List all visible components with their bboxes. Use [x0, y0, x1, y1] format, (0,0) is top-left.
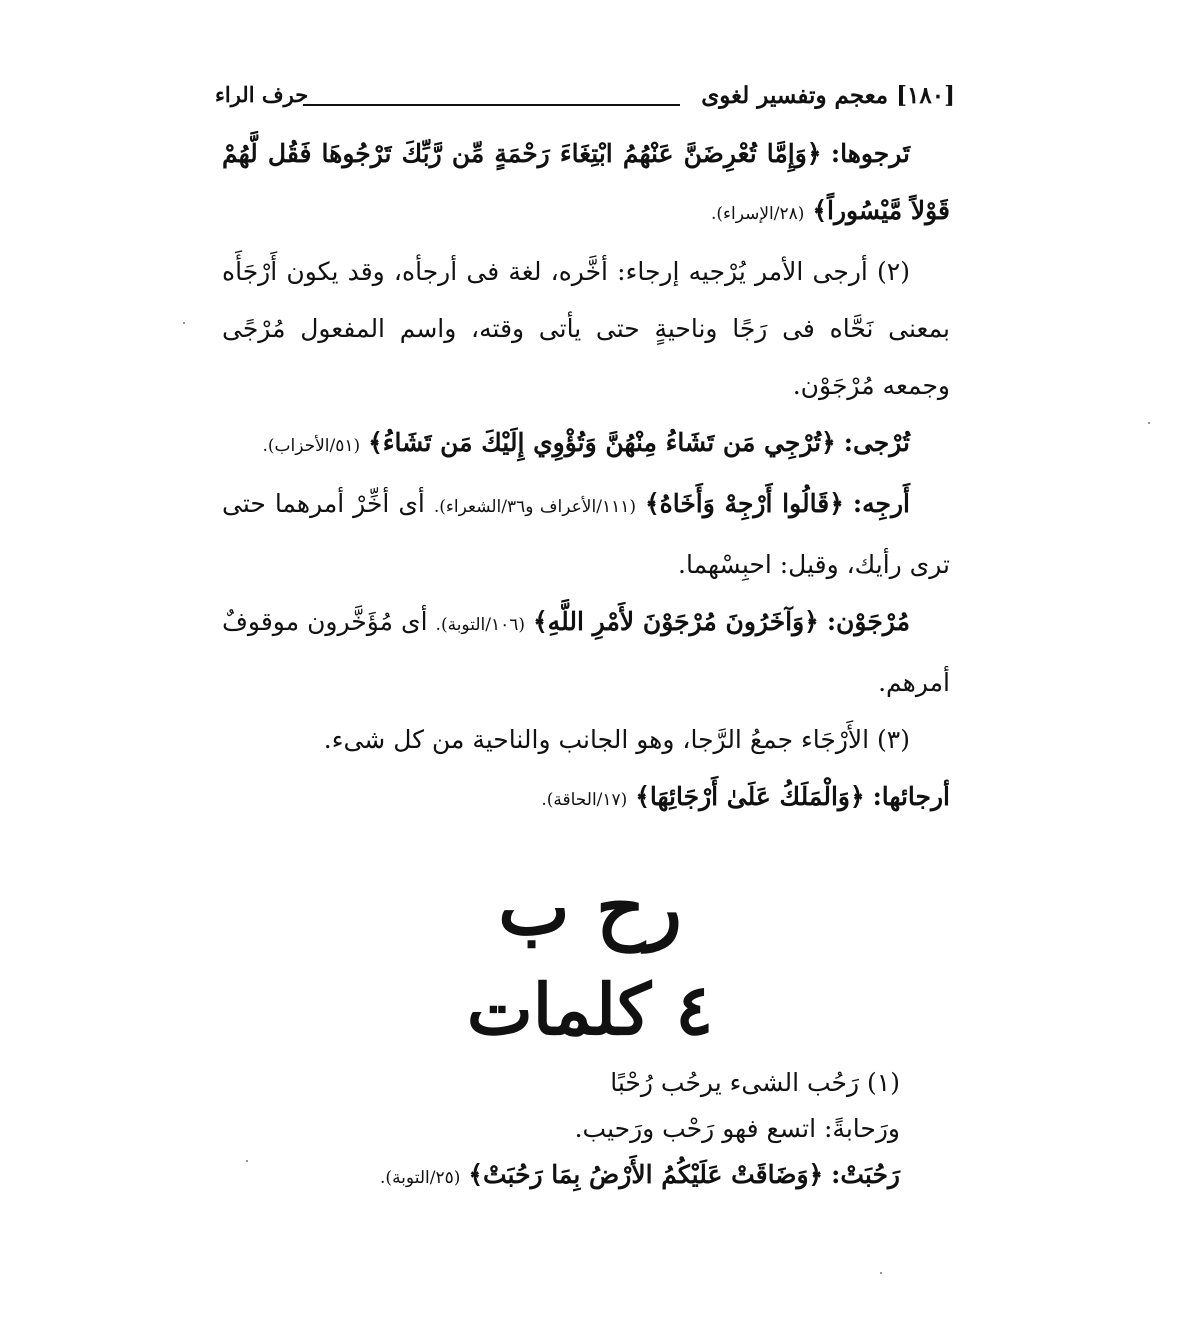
entry-term: تَرجوها:: [830, 139, 911, 168]
word-count-heading: ٤ كلمات: [466, 968, 714, 1051]
header-title: [701, 82, 955, 109]
quran-quote: ﴿وَآخَرُونَ مُرْجَوْنَ لأَمْرِ اللَّهِ﴾: [533, 607, 819, 636]
quran-quote: ﴿تُرْجِي مَن تَشَاءُ مِنْهُنَّ وَتُؤْوِي إِلَيْكَ مَن تَشَاءُ﴾: [368, 428, 836, 457]
entry-term: تُرْجى:: [843, 428, 910, 457]
main-text: [222, 125, 950, 829]
quran-quote: ﴿وَالْمَلَكُ عَلَىٰ أَرْجَائِهَا﴾: [635, 782, 865, 811]
definition-paragraph: ورَحابةً: اتسع فهو رَحْب ورَحيب.: [574, 1114, 900, 1143]
entry-term: رَحُبَتْ:: [831, 1160, 900, 1189]
entry-term: مُرْجَوْن:: [826, 607, 910, 636]
scan-speck: [246, 1160, 248, 1162]
book-title: معجم وتفسير لغوى: [701, 82, 889, 109]
scan-speck: [880, 1272, 882, 1274]
section-title: حرف الراء: [215, 82, 309, 107]
scan-speck: [183, 322, 185, 324]
definition-paragraph: (٣) الأَرْجَاء جمعُ الرَّجا، وهو الجانب والناحية من كل شىء.: [323, 725, 910, 754]
entry-turji: [222, 414, 950, 475]
verse-reference: (١٠٦/التوبة).: [435, 615, 526, 635]
entry-gloss: أى مُؤَخَّرون موقوفٌ أمرهم.: [222, 607, 950, 697]
page-number: [١٨٠]: [896, 82, 955, 109]
definition-paragraph: (١) رَحُب الشىء يرحُب رُحْبًا: [610, 1068, 900, 1097]
entry-murjawn: [222, 593, 950, 711]
entry-tarjuha: [222, 125, 950, 243]
entry-gloss: أى أخِّرْ أمرهما حتى ترى رأيك، وقيل: احبِسْهما.: [222, 489, 950, 579]
entry-arjaiha: [222, 768, 950, 829]
quran-quote: ﴿وَإِمَّا تُعْرِضَنَّ عَنْهُمُ ابْتِغَاءَ رَحْمَةٍ مِّن رَّبِّكَ تَرْجُوهَا فَقُل لَّهُمْ قَوْلاً مَّيْسُوراً﴾: [222, 139, 950, 225]
verse-reference: (١٧/الحاقة).: [541, 790, 628, 810]
entry-term: أَرجِه:: [852, 489, 910, 518]
page-header: [215, 82, 955, 122]
root-entries: [320, 1060, 900, 1201]
root-heading: رح ب: [498, 863, 682, 952]
quran-quote: ﴿قَالُوا أَرْجِهْ وَأَخَاهُ﴾: [644, 489, 844, 518]
scan-speck: [1148, 422, 1150, 424]
verse-reference: (١١١/الأعراف و٣٦/الشعراء).: [433, 497, 636, 517]
entry-arjih: [222, 475, 950, 593]
header-rule: [303, 104, 680, 106]
definition-paragraph: (٢) أرجى الأمر يُرْجيه إرجاء: أخَّره، لغة فى أرجأه، وقد يكون أَرْجَأَه بمعنى نَحَّاه فى رَجًا وناحيةٍ حتى يأتى وقته، واسم المفعول مُرْجًى وجمعه مُرْجَوْن.: [222, 257, 950, 400]
quran-quote: ﴿وَضَاقَتْ عَلَيْكُمُ الأَرْضُ بِمَا رَحُبَتْ﴾: [468, 1160, 824, 1189]
verse-reference: (٢٨/الإسراء).: [710, 204, 805, 224]
entry-term: أرجائها:: [872, 782, 950, 811]
verse-reference: (٥١/الأحزاب).: [262, 436, 361, 456]
verse-reference: (٢٥/التوبة).: [380, 1168, 461, 1188]
entry-rahubat: [320, 1152, 900, 1201]
